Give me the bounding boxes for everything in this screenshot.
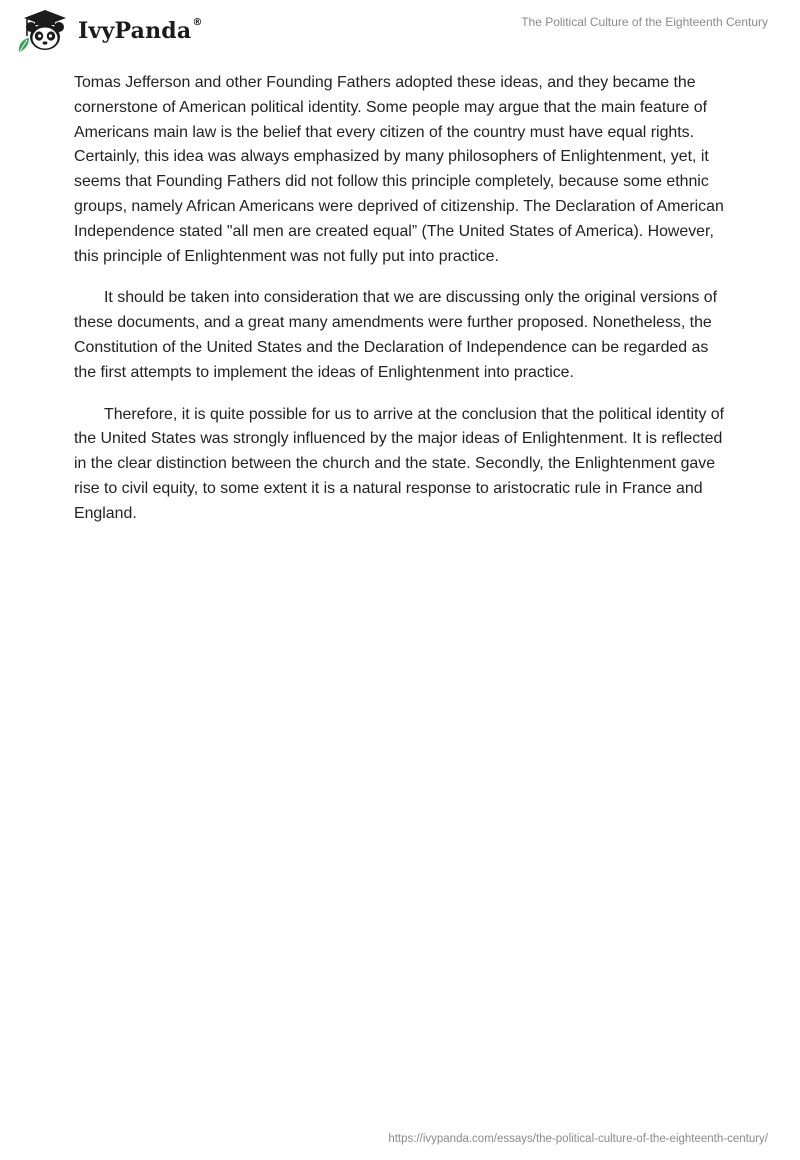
registered-mark: ® xyxy=(192,17,203,28)
source-url-link[interactable]: https://ivypanda.com/essays/the-political-culture-of-the-eighteenth-century/ xyxy=(388,1133,768,1145)
paragraph-3: Therefore, it is quite possible for us to arrive at the conclusion that the political identity of the United States was strongly influenced by the major ideas of Enlightenment. It is reflected in the clear distinction between the church and the state. Secondly, the Enlightenment gave rise to civil equity, to some extent it is a natural response to aristocratic rule in France and England. xyxy=(74,405,725,522)
paragraph-2: It should be taken into consideration that we are discussing only the original versions of these documents, and a great many amendments were further proposed. Nonetheless, the Constitution of the United States and the Declaration of Independence can be regarded as the first attempts to implement the ideas of Enlightenment into practice. xyxy=(74,289,718,381)
document-title: The Political Culture of the Eighteenth Century xyxy=(521,15,768,29)
panda-graduate-icon xyxy=(14,8,74,54)
page-header xyxy=(0,0,800,60)
brand-name xyxy=(78,8,203,54)
brand-name-text: IvyPanda xyxy=(78,18,192,44)
ivypanda-logo[interactable] xyxy=(14,8,203,54)
essay-body xyxy=(74,71,726,544)
paragraph-1: Tomas Jefferson and other Founding Fathers adopted these ideas, and they became the cornerstone of American political identity. Some people may argue that the main feature of Americans main law is the belief that every citizen of the country must have equal rights. Certainly, this idea was always emphasized by many philosophers of Enlightenment, yet, it seems that Founding Fathers did not follow this principle completely, because some ethnic groups, namely African Americans were deprived of citizenship. The Declaration of American Independence stated "all men are created equal” (The United States of America). However, this principle of Enlightenment was not fully put into practice. xyxy=(74,74,724,265)
